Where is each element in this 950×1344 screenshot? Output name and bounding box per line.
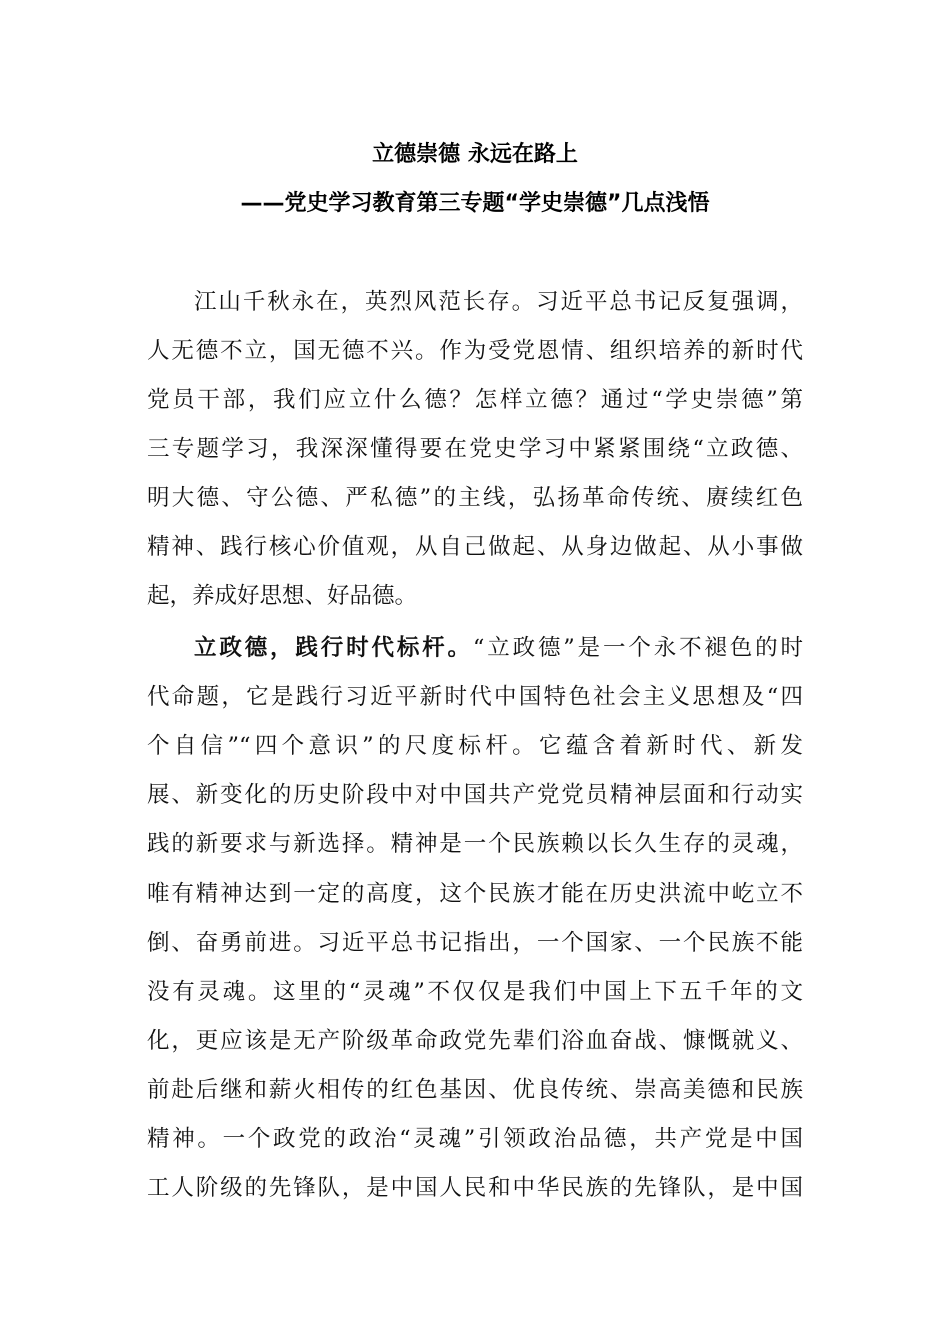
- document-title: 立德崇德 永远在路上: [372, 142, 578, 167]
- paragraph-2-line-1: [194, 633, 803, 663]
- paragraph-1-line-2: 人无德不立，国无德不兴。作为受党恩情、组织培养的新时代: [147, 338, 803, 364]
- paragraph-1-line-1: 江山千秋永在，英烈风范长存。习近平总书记反复强调，: [194, 289, 803, 315]
- paragraph-1-line-6: 精神、践行核心价值观，从自己做起、从身边做起、从小事做: [147, 534, 803, 560]
- paragraph-1-line-3: 党员干部，我们应立什么德？怎样立德？通过“学史崇德”第: [147, 387, 803, 413]
- paragraph-1-line-4: 三专题学习，我深深懂得要在党史学习中紧紧围绕“立政德、: [147, 436, 803, 462]
- paragraph-2-lead: 立政德，践行时代标杆。: [194, 635, 473, 661]
- paragraph-2-line-2: 代命题，它是践行习近平新时代中国特色社会主义思想及“四: [147, 684, 803, 710]
- paragraph-2-line-12: 工人阶级的先锋队，是中国人民和中华民族的先锋队，是中国: [147, 1175, 803, 1201]
- paragraph-2-line-4: 展、新变化的历史阶段中对中国共产党党员精神层面和行动实: [147, 782, 803, 808]
- document-subtitle: ——党史学习教育第三专题“学史崇德”几点浅悟: [240, 191, 710, 216]
- paragraph-2-line-10: 前赴后继和薪火相传的红色基因、优良传统、崇高美德和民族: [147, 1077, 803, 1103]
- paragraph-2-line-1-text: “立政德”是一个永不褪色的时: [472, 635, 803, 661]
- paragraph-2-line-5: 践的新要求与新选择。精神是一个民族赖以长久生存的灵魂，: [147, 831, 803, 857]
- paragraph-2-line-9: 化，更应该是无产阶级革命政党先辈们浴血奋战、慷慨就义、: [147, 1028, 803, 1054]
- paragraph-2-line-3: 个自信”“四个意识”的尺度标杆。它蕴含着新时代、新发: [147, 733, 803, 759]
- paragraph-2-line-11: 精神。一个政党的政治“灵魂”引领政治品德，共产党是中国: [147, 1126, 803, 1152]
- paragraph-2-line-8: 没有灵魂。这里的“灵魂”不仅仅是我们中国上下五千年的文: [147, 979, 803, 1005]
- paragraph-1-line-5: 明大德、守公德、严私德”的主线，弘扬革命传统、赓续红色: [147, 485, 803, 511]
- paragraph-1-line-7: 起，养成好思想、好品德。: [147, 583, 418, 609]
- paragraph-2-line-6: 唯有精神达到一定的高度，这个民族才能在历史洪流中屹立不: [147, 881, 803, 907]
- paragraph-2-line-7: 倒、奋勇前进。习近平总书记指出，一个国家、一个民族不能: [147, 930, 803, 956]
